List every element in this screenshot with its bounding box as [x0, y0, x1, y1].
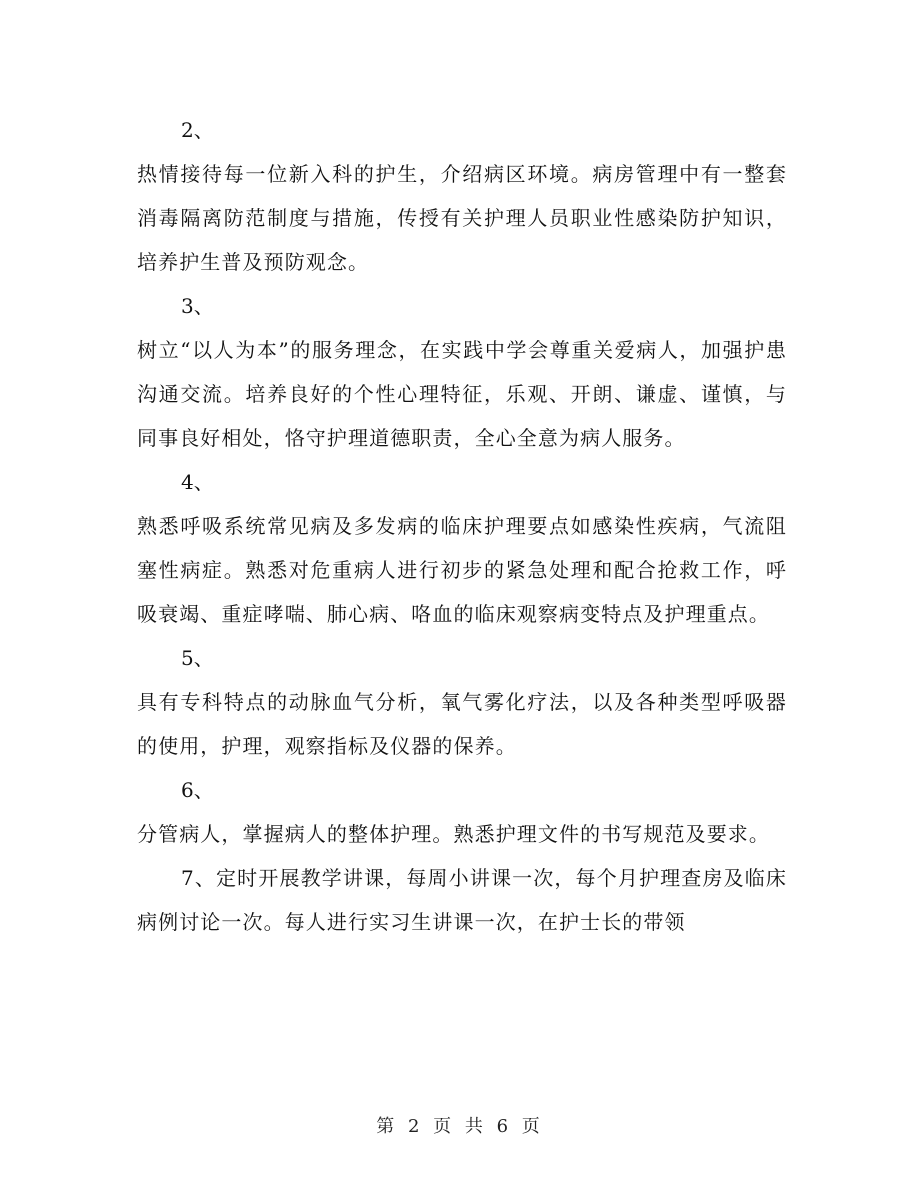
item-2-number: 2、	[181, 118, 214, 142]
document-body	[137, 108, 787, 944]
item-4-text: 熟悉呼吸系统常见病及多发病的临床护理要点如感染性疾病，气流阻塞性病症。熟悉对危重病人进行初步的紧急处理和配合抢救工作，呼吸衰竭、重症哮喘、肺心病、咯血的临床观察病变特点及护理重点。	[137, 514, 787, 626]
item-7-text: 7、定时开展教学讲课，每周小讲课一次，每个月护理查房及临床病例讨论一次。每人进行实习生讲课一次，在护士长的带领	[137, 866, 787, 934]
item-5-text: 具有专科特点的动脉血气分析，氧气雾化疗法，以及各种类型呼吸器的使用，护理，观察指标及仪器的保养。	[137, 690, 787, 758]
item-6-number: 6、	[181, 778, 214, 802]
page-footer: 第 2 页 共 6 页	[376, 1116, 544, 1137]
item-3-number: 3、	[181, 294, 214, 318]
item-4-number: 4、	[181, 470, 214, 494]
item-2-text: 热情接待每一位新入科的护生，介绍病区环境。病房管理中有一整套消毒隔离防范制度与措施，传授有关护理人员职业性感染防护知识，培养护生普及预防观念。	[137, 162, 787, 274]
item-6-text: 分管病人，掌握病人的整体护理。熟悉护理文件的书写规范及要求。	[137, 822, 770, 846]
item-3-text: 树立“以人为本”的服务理念，在实践中学会尊重关爱病人，加强护患沟通交流。培养良好的个性心理特征，乐观、开朗、谦虚、谨慎，与同事良好相处，恪守护理道德职责，全心全意为病人服务。	[137, 338, 787, 450]
item-5-number: 5、	[181, 646, 214, 670]
